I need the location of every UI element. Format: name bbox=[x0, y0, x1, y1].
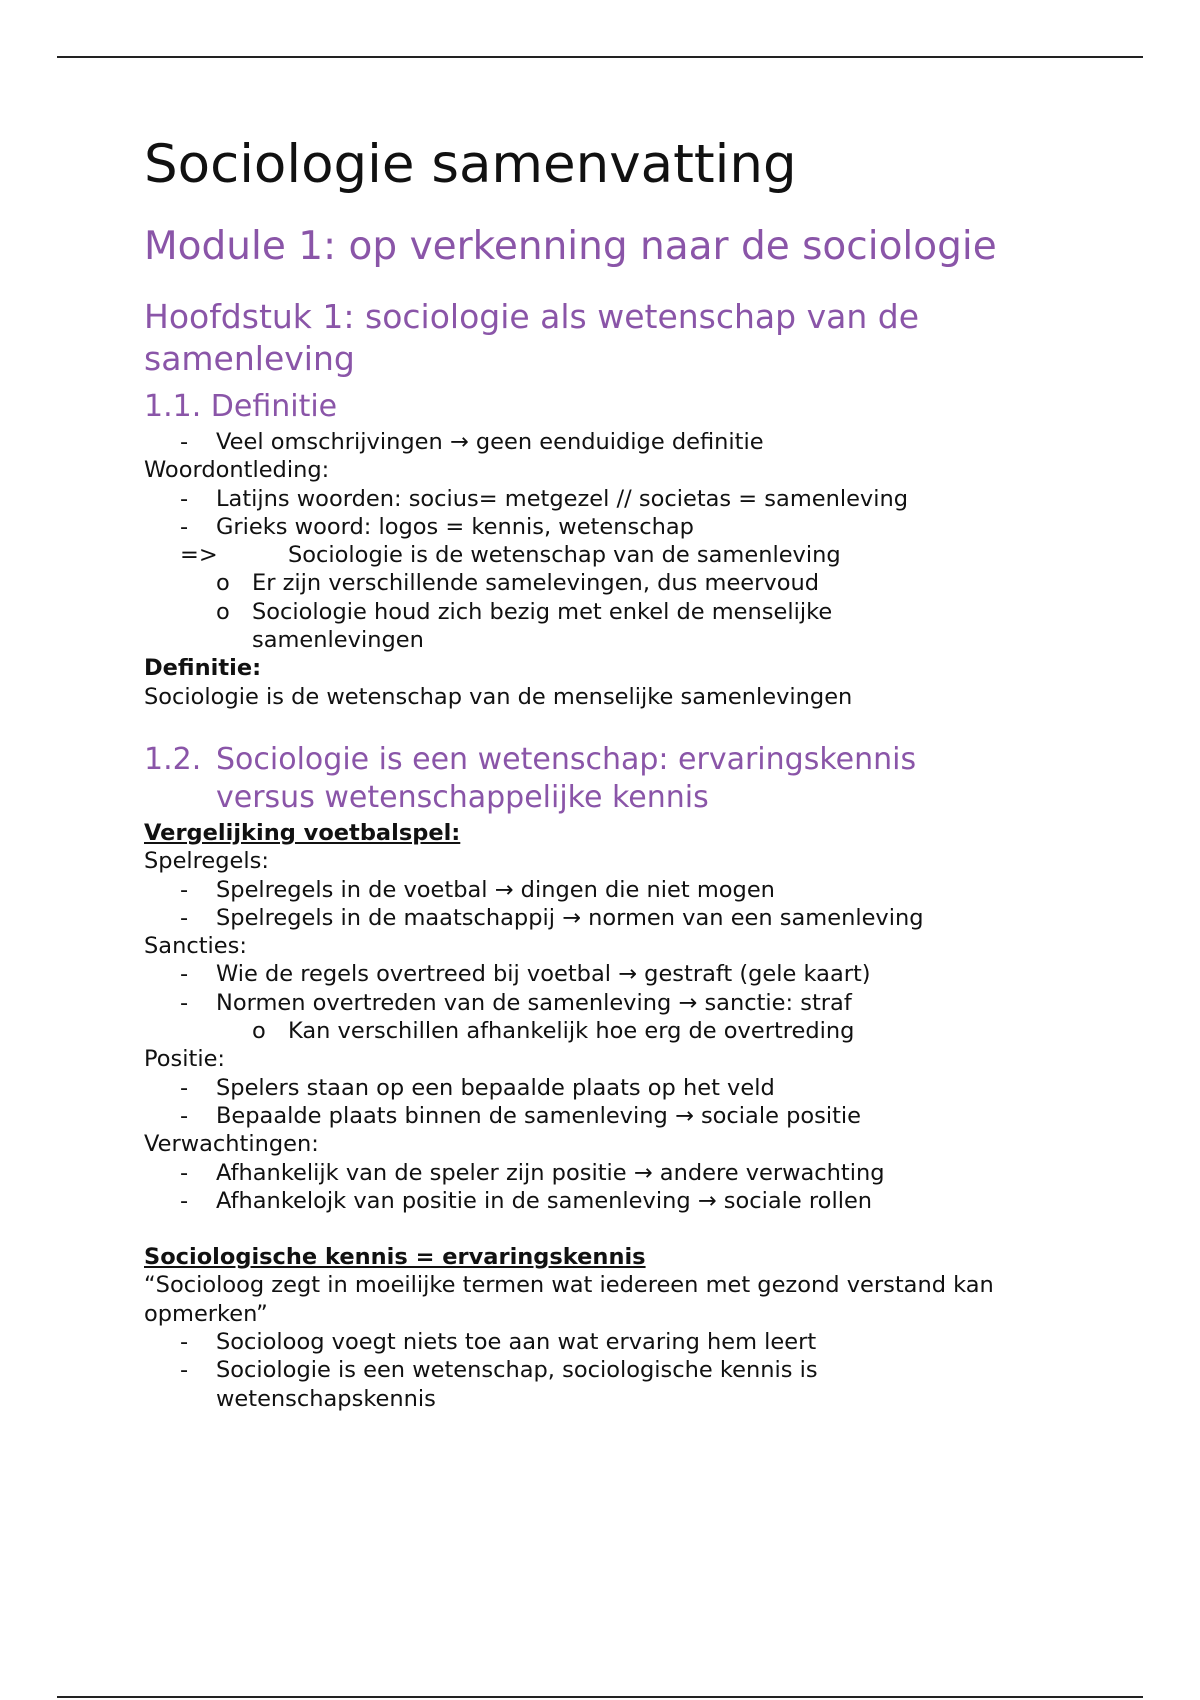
list-item bbox=[144, 569, 1104, 597]
list-item-text: Er zijn verschillende samelevingen, dus meervoud bbox=[252, 570, 820, 597]
circle-marker: o bbox=[252, 1018, 266, 1045]
list-item bbox=[144, 1328, 1104, 1356]
list-item-text: Spelregels in de voetbal → dingen die niet mogen bbox=[216, 876, 775, 903]
sancties-label: Sancties: bbox=[144, 933, 247, 960]
comparison-label: Vergelijking voetbalspel: bbox=[144, 819, 461, 846]
list-item bbox=[144, 989, 1104, 1017]
kennis-label: Sociologische kennis = ervaringskennis bbox=[144, 1244, 646, 1271]
list-item-text: Sociologie houd zich bezig met enkel de menselijke samenlevingen bbox=[252, 598, 833, 654]
definition-text: Sociologie is de wetenschap van de menselijke samenlevingen bbox=[144, 683, 853, 710]
quote-text bbox=[144, 1271, 1074, 1328]
list-item bbox=[144, 485, 1104, 513]
conclusion-line bbox=[144, 541, 1104, 569]
list-item bbox=[144, 1017, 1104, 1045]
chapter-heading: Hoofdstuk 1: sociologie als wetenschap van de samenleving bbox=[144, 297, 920, 378]
dash-marker: - bbox=[180, 1329, 189, 1356]
dash-marker: - bbox=[180, 1074, 189, 1101]
module-heading: Module 1: op verkenning naar de sociologie bbox=[144, 224, 997, 269]
quote-line: “Socioloog zegt in moeilijke termen wat iedereen met gezond verstand kan opmerken” bbox=[144, 1272, 994, 1327]
dash-marker: - bbox=[180, 429, 189, 455]
definition-label: Definitie: bbox=[144, 655, 262, 682]
dash-marker: - bbox=[180, 961, 189, 988]
dash-marker: - bbox=[180, 904, 189, 931]
list-item bbox=[144, 428, 1104, 456]
spelregels-label: Spelregels: bbox=[144, 848, 269, 875]
list-item-text: Spelers staan op een bepaalde plaats op het veld bbox=[216, 1074, 775, 1101]
document-page bbox=[144, 130, 1104, 1413]
list-item-text: Bepaalde plaats binnen de samenleving → sociale positie bbox=[216, 1102, 862, 1129]
dash-marker: - bbox=[180, 1357, 189, 1384]
list-item bbox=[144, 876, 1104, 904]
document-title: Sociologie samenvatting bbox=[144, 134, 797, 195]
dash-marker: - bbox=[180, 1187, 189, 1214]
list-item-text: Afhankelojk van positie in de samenleving → sociale rollen bbox=[216, 1187, 873, 1214]
verwachtingen-label: Verwachtingen: bbox=[144, 1131, 319, 1158]
list-item bbox=[144, 1102, 1104, 1130]
woordontleding-label: Woordontleding: bbox=[144, 457, 330, 484]
list-item-text: Socioloog voegt niets toe aan wat ervaring hem leert bbox=[216, 1329, 817, 1356]
dash-marker: - bbox=[180, 513, 189, 540]
list-item bbox=[144, 904, 1104, 932]
dash-marker: - bbox=[180, 1159, 189, 1186]
implies-marker: => bbox=[180, 542, 218, 569]
conclusion-text: Sociologie is de wetenschap van de samenleving bbox=[288, 542, 841, 569]
list-item-text: Kan verschillen afhankelijk hoe erg de overtreding bbox=[288, 1018, 855, 1045]
section-number: 1.2. bbox=[144, 741, 202, 777]
section-heading-wetenschap bbox=[144, 741, 984, 817]
section-heading-definitie: 1.1. Definitie bbox=[144, 389, 338, 424]
dash-marker: - bbox=[180, 1102, 189, 1129]
list-item bbox=[144, 1159, 1104, 1187]
list-item-text: Veel omschrijvingen → geen eenduidige definitie bbox=[216, 429, 764, 455]
list-item bbox=[144, 1187, 1104, 1215]
circle-marker: o bbox=[216, 570, 230, 597]
dash-marker: - bbox=[180, 989, 189, 1016]
footer-rule bbox=[57, 1696, 1143, 1698]
list-item-text: Sociologie is een wetenschap, sociologische kennis is wetenschapskennis bbox=[216, 1357, 818, 1412]
list-item-text: Afhankelijk van de speler zijn positie → andere verwachting bbox=[216, 1159, 885, 1186]
positie-label: Positie: bbox=[144, 1046, 226, 1073]
list-item bbox=[144, 598, 936, 655]
list-item-text: Wie de regels overtreed bij voetbal → gestraft (gele kaart) bbox=[216, 961, 871, 988]
list-item-text: Spelregels in de maatschappij → normen van een samenleving bbox=[216, 904, 924, 931]
list-item-text: Latijns woorden: socius= metgezel // societas = samenleving bbox=[216, 485, 909, 512]
list-item-text: Normen overtreden van de samenleving → sanctie: straf bbox=[216, 989, 852, 1016]
list-item bbox=[144, 960, 1104, 988]
header-rule bbox=[57, 56, 1143, 58]
section-title: Sociologie is een wetenschap: ervaringskennis versus wetenschappelijke kennis bbox=[216, 741, 917, 815]
list-item bbox=[144, 513, 1104, 541]
list-item bbox=[144, 1356, 940, 1413]
dash-marker: - bbox=[180, 876, 189, 903]
dash-marker: - bbox=[180, 485, 189, 512]
list-item bbox=[144, 1074, 1104, 1102]
list-item-text: Grieks woord: logos = kennis, wetenschap bbox=[216, 513, 694, 540]
circle-marker: o bbox=[216, 598, 230, 625]
